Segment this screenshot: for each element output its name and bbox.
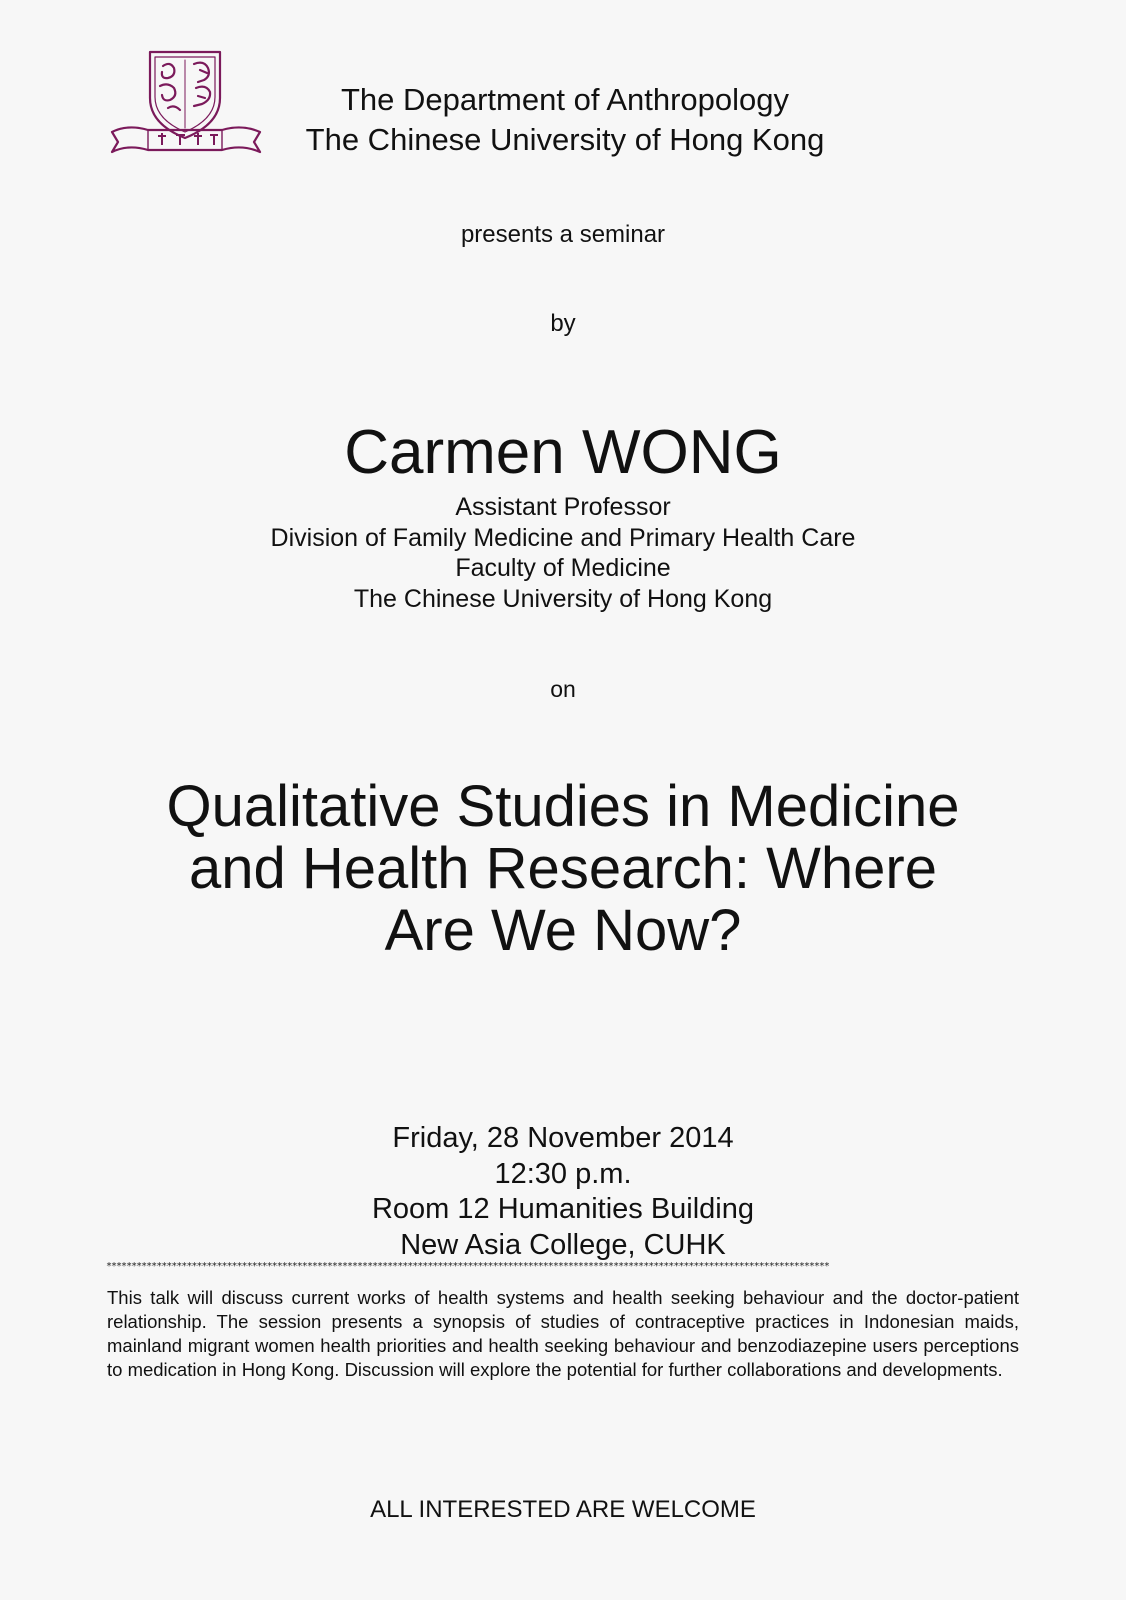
by-text: by: [550, 310, 576, 337]
speaker-division: Division of Family Medicine and Primary Health Care: [270, 523, 856, 552]
speaker-details: [0, 492, 1126, 614]
talk-title-line-2: and Health Research: Where: [189, 836, 937, 901]
welcome-text: ALL INTERESTED ARE WELCOME: [370, 1496, 756, 1523]
event-details: [0, 1121, 1126, 1263]
abstract-paragraph: This talk will discuss current works of health systems and health seeking behaviour and the doctor-patient relationship. The session presents a synopsis of studies of contraceptive practices in Indonesian maids, mainland migrant women health priorities and health seeking behaviour and benzodiazepine users perceptions to medication in Hong Kong. Discussion will explore the potential for further collaborations and developments.: [107, 1287, 1019, 1380]
speaker-university: The Chinese University of Hong Kong: [353, 584, 773, 613]
event-venue: New Asia College, CUHK: [400, 1228, 726, 1261]
department-header: [265, 80, 865, 160]
speaker-name: Carmen WONG: [344, 418, 782, 487]
on-text: on: [550, 676, 576, 702]
event-time: 12:30 p.m.: [494, 1157, 632, 1190]
talk-title-line-1: Qualitative Studies in Medicine: [166, 774, 960, 839]
talk-title: [100, 776, 1026, 962]
asterisk-divider: ************************************************************************************************************************************************: [106, 1261, 829, 1272]
header-department-line: The Department of Anthropology: [340, 82, 790, 117]
talk-title-line-3: Are We Now?: [384, 898, 742, 963]
university-crest-logo-icon: [108, 46, 264, 166]
speaker-position: Assistant Professor: [455, 493, 671, 521]
presents-text: presents a seminar: [460, 221, 666, 248]
header-university-line: The Chinese University of Hong Kong: [305, 122, 825, 157]
speaker-faculty: Faculty of Medicine: [455, 554, 671, 582]
event-date: Friday, 28 November 2014: [392, 1122, 734, 1154]
event-room: Room 12 Humanities Building: [371, 1193, 755, 1225]
